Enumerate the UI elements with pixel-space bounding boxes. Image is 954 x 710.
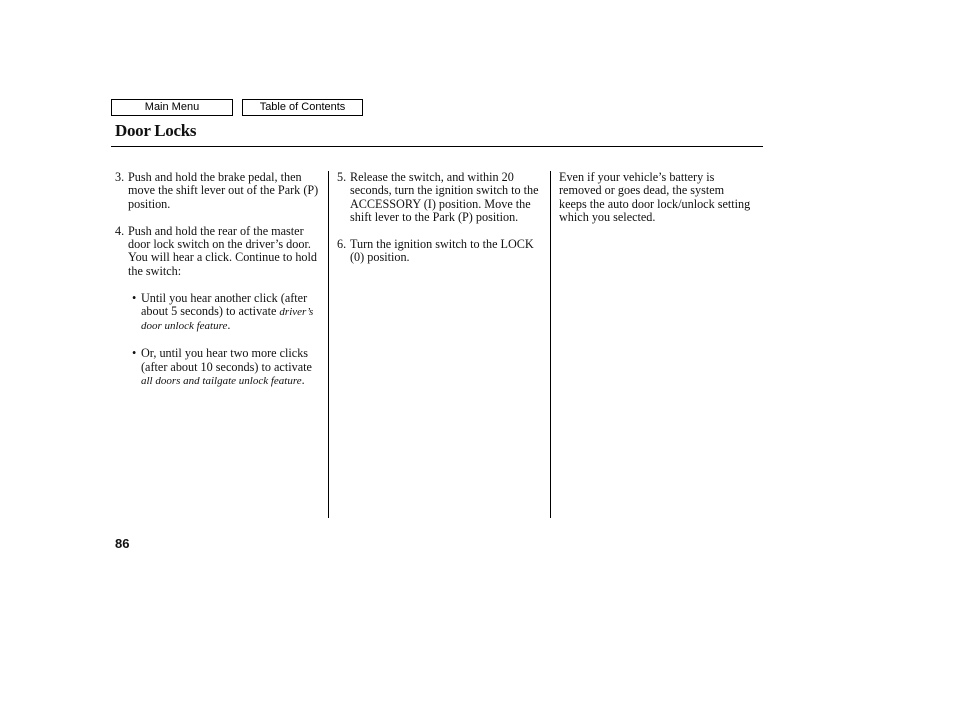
step-text: Push and hold the rear of the master door lock switch on the driver’s door. You will hear a click. Continue to hold the switch: <box>128 223 318 278</box>
page-number: 86 <box>115 536 130 551</box>
step-6 <box>337 238 540 265</box>
table-of-contents-button[interactable]: Table of Contents <box>242 99 363 116</box>
bullet-drivers-door <box>132 292 316 334</box>
bullet-end: . <box>227 318 231 333</box>
step-number: 4. <box>115 223 125 238</box>
bullet-text: Until you hear another click (after about 5 seconds) to activate <box>141 290 308 319</box>
main-menu-button[interactable]: Main Menu <box>111 99 233 116</box>
step-number: 3. <box>115 170 125 184</box>
step-number: 5. <box>337 170 347 184</box>
step-number: 6. <box>337 237 347 252</box>
step-3 <box>115 171 325 211</box>
bullet-feature: all doors and tailgate unlock feature <box>141 375 302 388</box>
bullet-end: . <box>301 373 305 388</box>
column-1 <box>115 171 325 402</box>
page-title: Door Locks <box>115 121 197 140</box>
step-text: Turn the ignition switch to the LOCK (0) position. <box>350 237 534 265</box>
title-divider <box>111 146 763 147</box>
column-2 <box>337 171 540 278</box>
column-3 <box>559 171 754 225</box>
step-5 <box>337 171 540 225</box>
bullet-all-doors <box>132 347 316 388</box>
bullet-mark: • <box>132 346 137 361</box>
battery-note: Even if your vehicle’s battery is removed or goes dead, the system keeps the auto door lock/unlock setting which you selected. <box>559 170 751 225</box>
step-text: Release the switch, and within 20 seconds, turn the ignition switch to the ACCESSORY (I) position. Move the shift lever to the Park (P) position. <box>350 170 539 225</box>
bullet-feature: driver’s door unlock feature <box>141 306 314 333</box>
step-text: Push and hold the brake pedal, then move the shift lever out of the Park (P) position. <box>128 170 319 211</box>
bullet-text: Or, until you hear two more clicks (after about 10 seconds) to activate <box>141 346 312 374</box>
step-4 <box>115 225 325 279</box>
column-divider <box>328 171 329 518</box>
column-divider <box>550 171 551 518</box>
bullet-mark: • <box>132 290 137 305</box>
